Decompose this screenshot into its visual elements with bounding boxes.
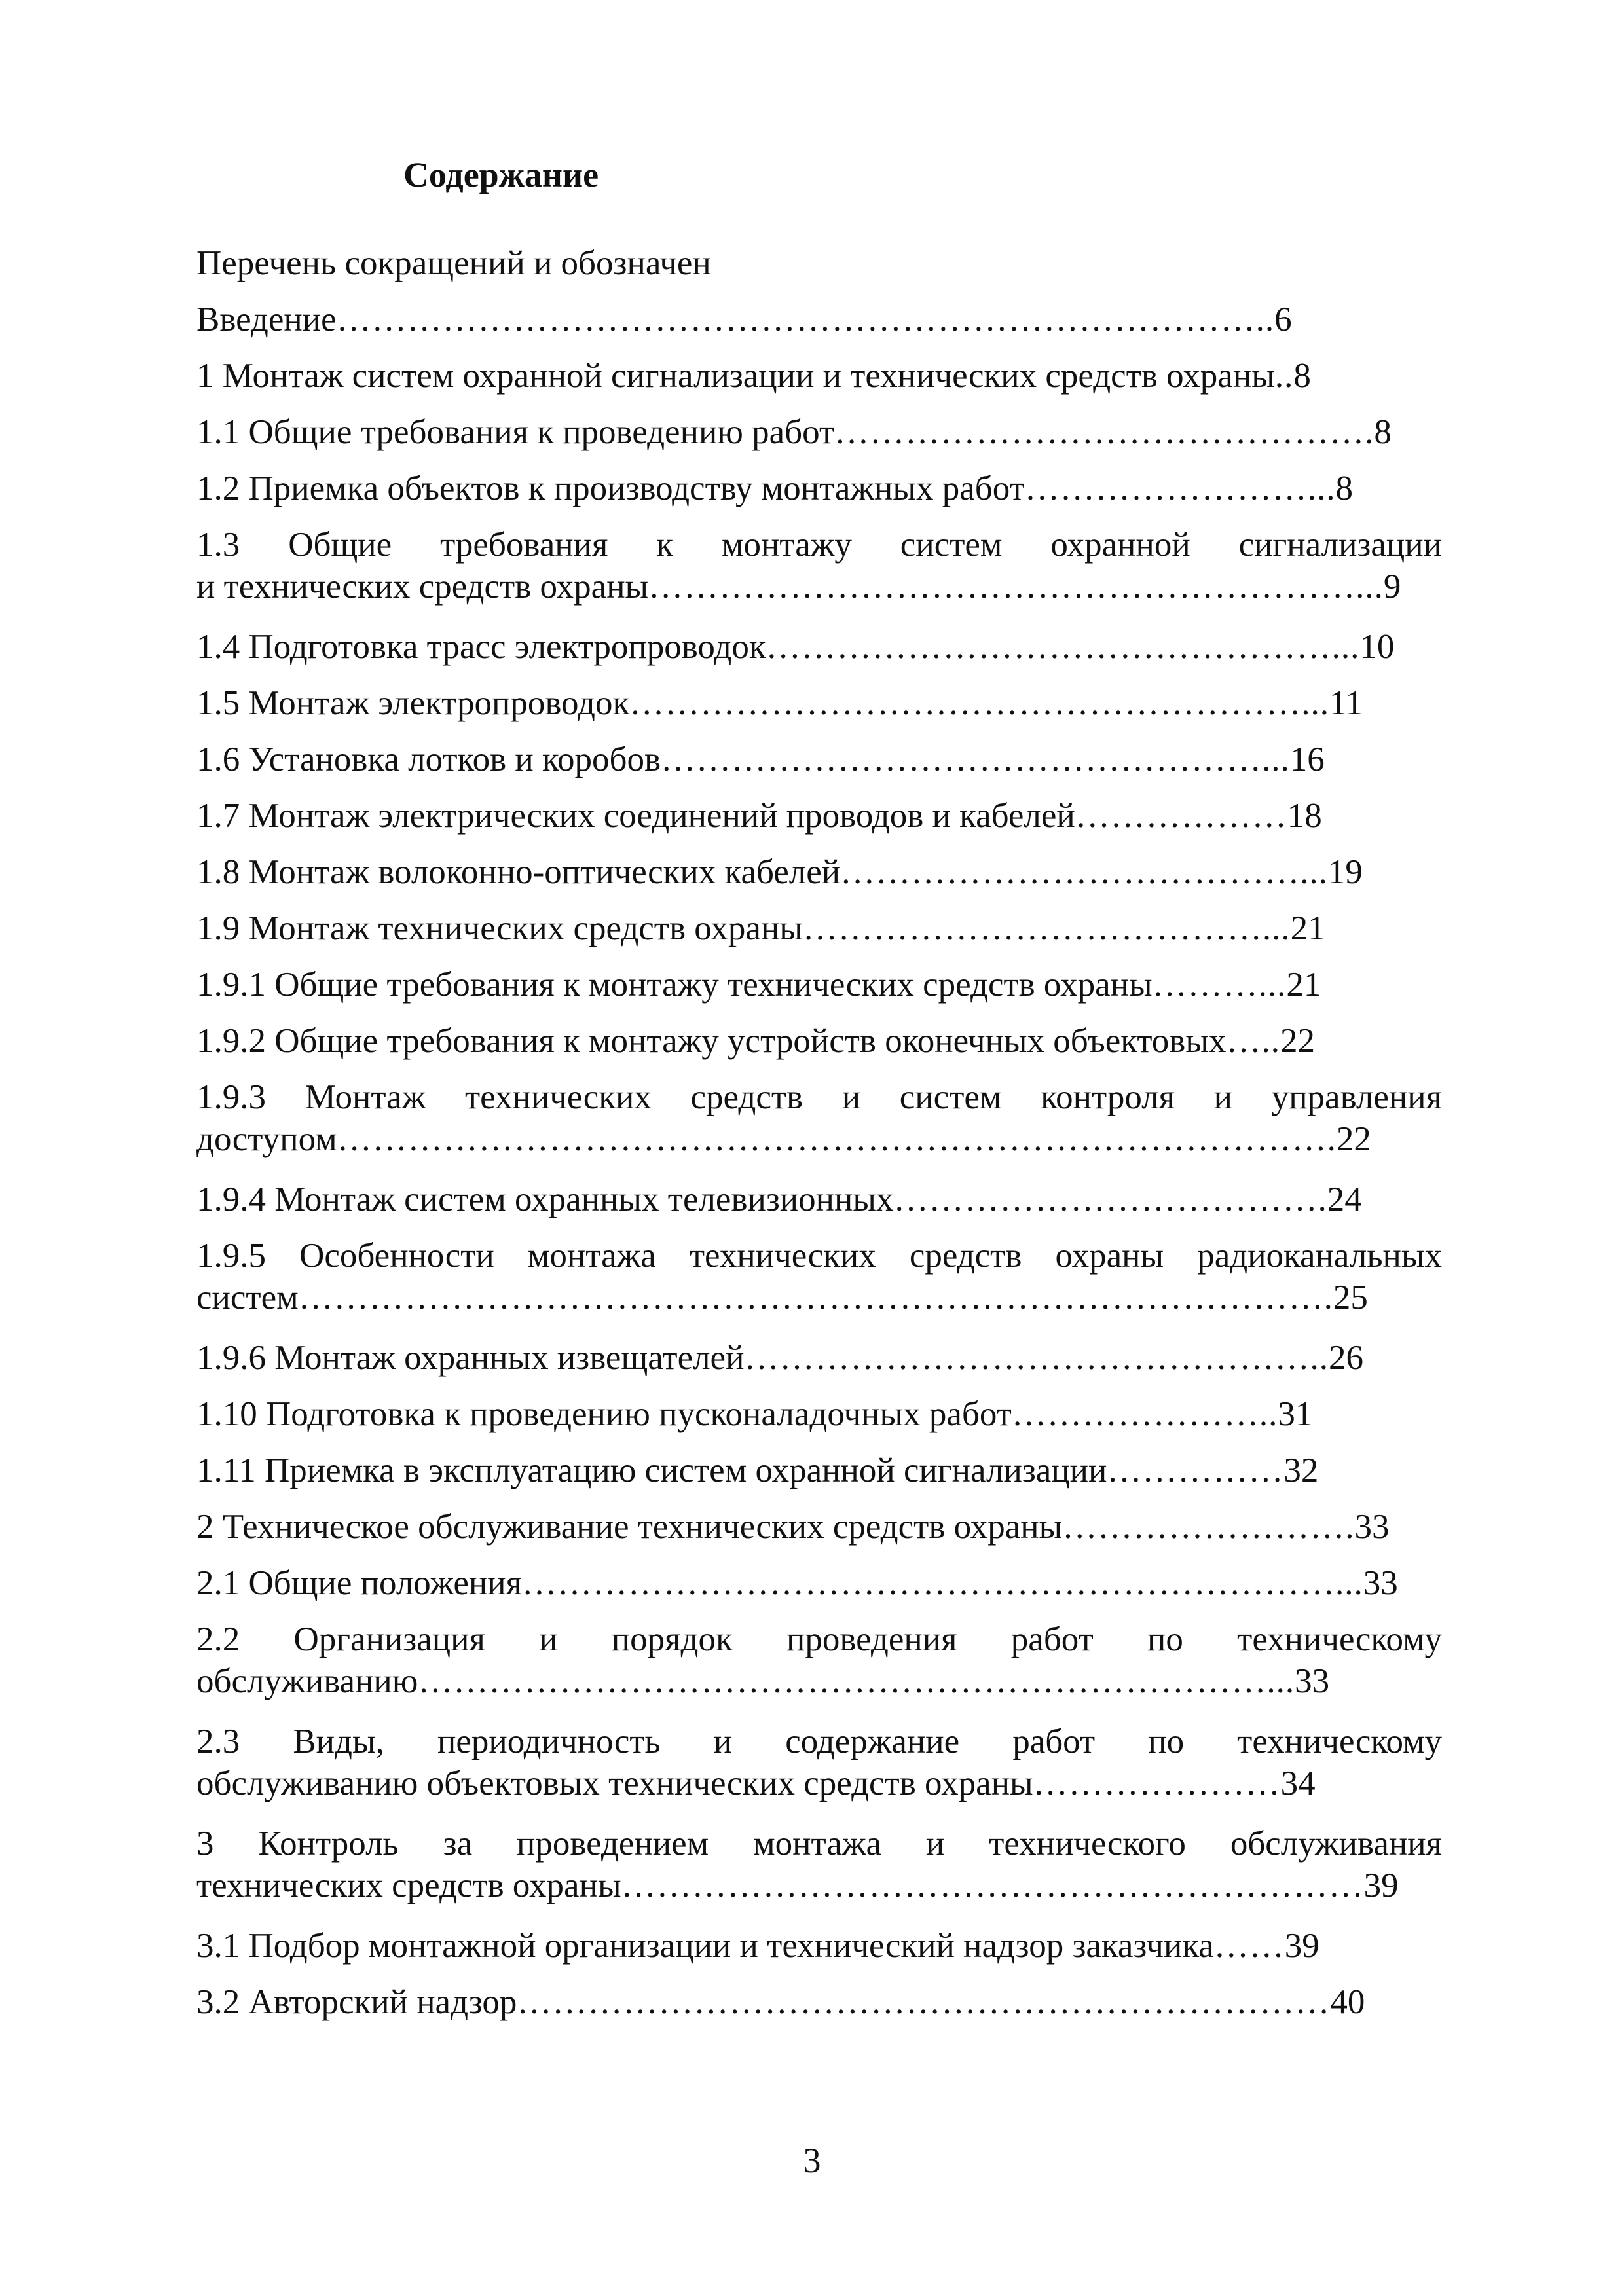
toc-title: Содержание [403, 155, 599, 194]
toc-entry-text: 2 Техническое обслуживание технических средств охраны [196, 1508, 1063, 1546]
toc-entry-text: обслуживанию объектовых технических средств охраны [196, 1764, 1033, 1802]
toc-leader-dots: ……………………………………………... [661, 740, 1290, 778]
toc-entry-1-9-2[interactable] [196, 1020, 1442, 1062]
toc-page-number: 39 [1363, 1867, 1399, 1904]
toc-page-number: 16 [1289, 740, 1325, 778]
toc-entry-introduction[interactable] [196, 299, 1442, 340]
toc-entry-text-line2 [196, 1118, 1442, 1160]
toc-leader-dots: ………………………………………………………………... [418, 1662, 1295, 1700]
toc-entry-text: 1.7 Монтаж электрических соединений проводов и кабелей [196, 797, 1075, 835]
toc-entry-text: систем [196, 1279, 299, 1317]
toc-leader-dots: …………………………………... [802, 909, 1291, 947]
toc-entry-text: доступом [196, 1120, 337, 1158]
toc-entry-text: 3.1 Подбор монтажной организации и технический надзор заказчика [196, 1927, 1214, 1965]
toc-entry-1-8[interactable] [196, 851, 1442, 893]
toc-entry-1-9-3[interactable] [196, 1076, 1442, 1160]
toc-entry-1-3[interactable] [196, 524, 1442, 608]
toc-page-number: 33 [1354, 1508, 1390, 1546]
toc-leader-dots: ………... [1152, 966, 1287, 1004]
toc-page-number: 40 [1330, 1983, 1365, 2021]
toc-entry-1-10[interactable] [196, 1393, 1442, 1435]
toc-page-number: 39 [1284, 1927, 1320, 1965]
toc-entry-1-5[interactable] [196, 682, 1442, 724]
toc-page-number: 32 [1283, 1451, 1319, 1489]
toc-entry-text: 1.10 Подготовка к проведению пусконаладочных работ [196, 1395, 1012, 1433]
toc-leader-dots: …………… [1107, 1451, 1284, 1489]
toc-entry-1-7[interactable] [196, 795, 1442, 837]
toc-page-number: 21 [1290, 909, 1325, 947]
toc-entry-text: 1.6 Установка лотков и коробов [196, 740, 661, 778]
toc-entry-1-1[interactable] [196, 411, 1442, 453]
toc-leader-dots: …………………………………………………………………………. [337, 1120, 1337, 1158]
toc-leader-dots: ………………….. [1011, 1395, 1278, 1433]
toc-page-number: 8 [1335, 469, 1353, 507]
toc-entry-text-line2 [196, 566, 1442, 608]
toc-page-number: 24 [1327, 1180, 1362, 1218]
toc-page-number: 31 [1278, 1395, 1313, 1433]
toc-entry-2-2[interactable] [196, 1618, 1442, 1702]
toc-entry-text: и технических средств охраны [196, 568, 649, 606]
toc-leader-dots: …………………………………... [840, 853, 1328, 891]
toc-page-number: 18 [1287, 797, 1322, 835]
toc-leader-dots: ……………………………………………………... [648, 568, 1384, 606]
toc-page-number: 26 [1328, 1339, 1363, 1377]
toc-entry-text: 1.9.1 Общие требования к монтажу технических средств охраны [196, 966, 1153, 1004]
toc-entry-1-2[interactable] [196, 467, 1442, 509]
toc-entry-3[interactable] [196, 1823, 1442, 1906]
toc-entry-1-9[interactable] [196, 907, 1442, 949]
toc-entry-text: 1.9.4 Монтаж систем охранных телевизионных [196, 1180, 894, 1218]
toc-entry-text: 1.9.6 Монтаж охранных извещателей [196, 1339, 745, 1377]
toc-entry-text-line2 [196, 1762, 1442, 1804]
toc-entry-text: 1.5 Монтаж электропроводок [196, 684, 630, 722]
toc-entry-text-line1: 2.3 Виды, периодичность и содержание работ по техническому [196, 1722, 1442, 1760]
toc-entry-abbreviations[interactable] [196, 242, 1442, 284]
toc-page-number: 34 [1280, 1764, 1316, 1802]
toc-page-number: 10 [1359, 628, 1395, 666]
toc-entry-text: 1.9 Монтаж технических средств охраны [196, 909, 803, 947]
toc-page-number: 9 [1383, 568, 1401, 606]
toc-entry-1-9-6[interactable] [196, 1337, 1442, 1379]
toc-entry-text: 1.11 Приемка в эксплуатацию систем охранной сигнализации [196, 1451, 1107, 1489]
toc-page-number: 33 [1363, 1564, 1398, 1602]
toc-page-number: 22 [1280, 1022, 1315, 1060]
toc-entry-text: 1.1 Общие требования к проведению работ [196, 413, 835, 451]
toc-page-number: 21 [1286, 966, 1321, 1004]
toc-entry-2-1[interactable] [196, 1562, 1442, 1604]
toc-leader-dots: …………………………………………………... [629, 684, 1329, 722]
toc-leader-dots: ………………………………………. [834, 413, 1375, 451]
toc-entry-text: 1.9.2 Общие требования к монтажу устройств оконечных объектовых [196, 1022, 1227, 1060]
toc-leader-dots: ……………………... [1024, 469, 1336, 507]
toc-entry-text: 3.2 Авторский надзор [196, 1983, 517, 2021]
toc-entry-text: 1.2 Приемка объектов к производству монтажных работ [196, 469, 1025, 507]
toc-entry-text: Перечень сокращений и обозначен [196, 244, 711, 282]
page-number: 3 [803, 2141, 821, 2180]
toc-leader-dots: …………………………………………………………………….. [336, 301, 1275, 338]
toc-page-number: 22 [1336, 1120, 1371, 1158]
toc-leader-dots: ……………… [1075, 797, 1287, 835]
toc-page-number: 11 [1329, 684, 1363, 722]
toc-entry-text-line2 [196, 1865, 1442, 1906]
toc-entry-3-2[interactable] [196, 1981, 1442, 2023]
toc-entry-2-3[interactable] [196, 1721, 1442, 1804]
toc-entry-text: Введение [196, 301, 337, 338]
toc-page-number: 19 [1327, 853, 1363, 891]
toc-entry-1[interactable] [196, 355, 1442, 397]
toc-entry-text: технических средств охраны [196, 1867, 621, 1904]
toc-entry-text-line1: 3 Контроль за проведением монтажа и технического обслуживания [196, 1825, 1442, 1863]
toc-entry-text: 1.8 Монтаж волоконно-оптических кабелей [196, 853, 841, 891]
toc-entry-text-line1: 2.2 Организация и порядок проведения работ по техническому [196, 1620, 1442, 1658]
toc-leader-dots: ………………………………. [893, 1180, 1327, 1218]
toc-entry-2[interactable] [196, 1506, 1442, 1548]
toc-entry-text-line2 [196, 1277, 1442, 1319]
toc-leader-dots: ………………… [1033, 1764, 1281, 1802]
toc-entry-1-6[interactable] [196, 738, 1442, 780]
toc-entry-text: 1.4 Подготовка трасс электропроводок [196, 628, 766, 666]
toc-entry-text-line2 [196, 1660, 1442, 1702]
toc-entry-text-line1: 1.9.5 Особенности монтажа технических средств охраны радиоканальных [196, 1237, 1442, 1275]
toc-leader-dots: ………………………………………….. [744, 1339, 1329, 1377]
toc-leader-dots: .. [1274, 357, 1294, 395]
toc-leader-dots: …… [1213, 1927, 1285, 1965]
toc-entry-1-4[interactable] [196, 626, 1442, 668]
toc-page-number: 25 [1333, 1279, 1368, 1317]
toc-page-number: 33 [1295, 1662, 1330, 1700]
toc-leader-dots: …………………………………………... [766, 628, 1360, 666]
toc-page-number: 6 [1274, 301, 1292, 338]
toc-page-number: 8 [1293, 357, 1311, 395]
toc-page-number: 8 [1374, 413, 1392, 451]
toc-entry-1-9-1[interactable] [196, 964, 1442, 1006]
toc-entry-text: 1 Монтаж систем охранной сигнализации и технических средств охраны [196, 357, 1275, 395]
toc-leader-dots: ….. [1226, 1022, 1280, 1060]
toc-leader-dots: ……………………………………………………………………………. [298, 1279, 1333, 1317]
toc-entry-text-line1: 1.3 Общие требования к монтажу систем охранной сигнализации [196, 526, 1442, 564]
toc-leader-dots: ……………………. [1062, 1508, 1355, 1546]
toc-entry-3-1[interactable] [196, 1925, 1442, 1967]
toc-entry-text: обслуживанию [196, 1662, 418, 1700]
toc-entry-1-9-4[interactable] [196, 1178, 1442, 1220]
toc-entry-text-line1: 1.9.3 Монтаж технических средств и систем контроля и управления [196, 1078, 1442, 1116]
toc-entry-1-11[interactable] [196, 1449, 1442, 1491]
toc-leader-dots: ……………………………………………………… [621, 1867, 1364, 1904]
toc-leader-dots: …………………………………………………………… [517, 1983, 1331, 2021]
toc-leader-dots: ……………………………………………………………... [522, 1564, 1363, 1602]
toc-entry-1-9-5[interactable] [196, 1235, 1442, 1319]
toc-entry-text: 2.1 Общие положения [196, 1564, 523, 1602]
